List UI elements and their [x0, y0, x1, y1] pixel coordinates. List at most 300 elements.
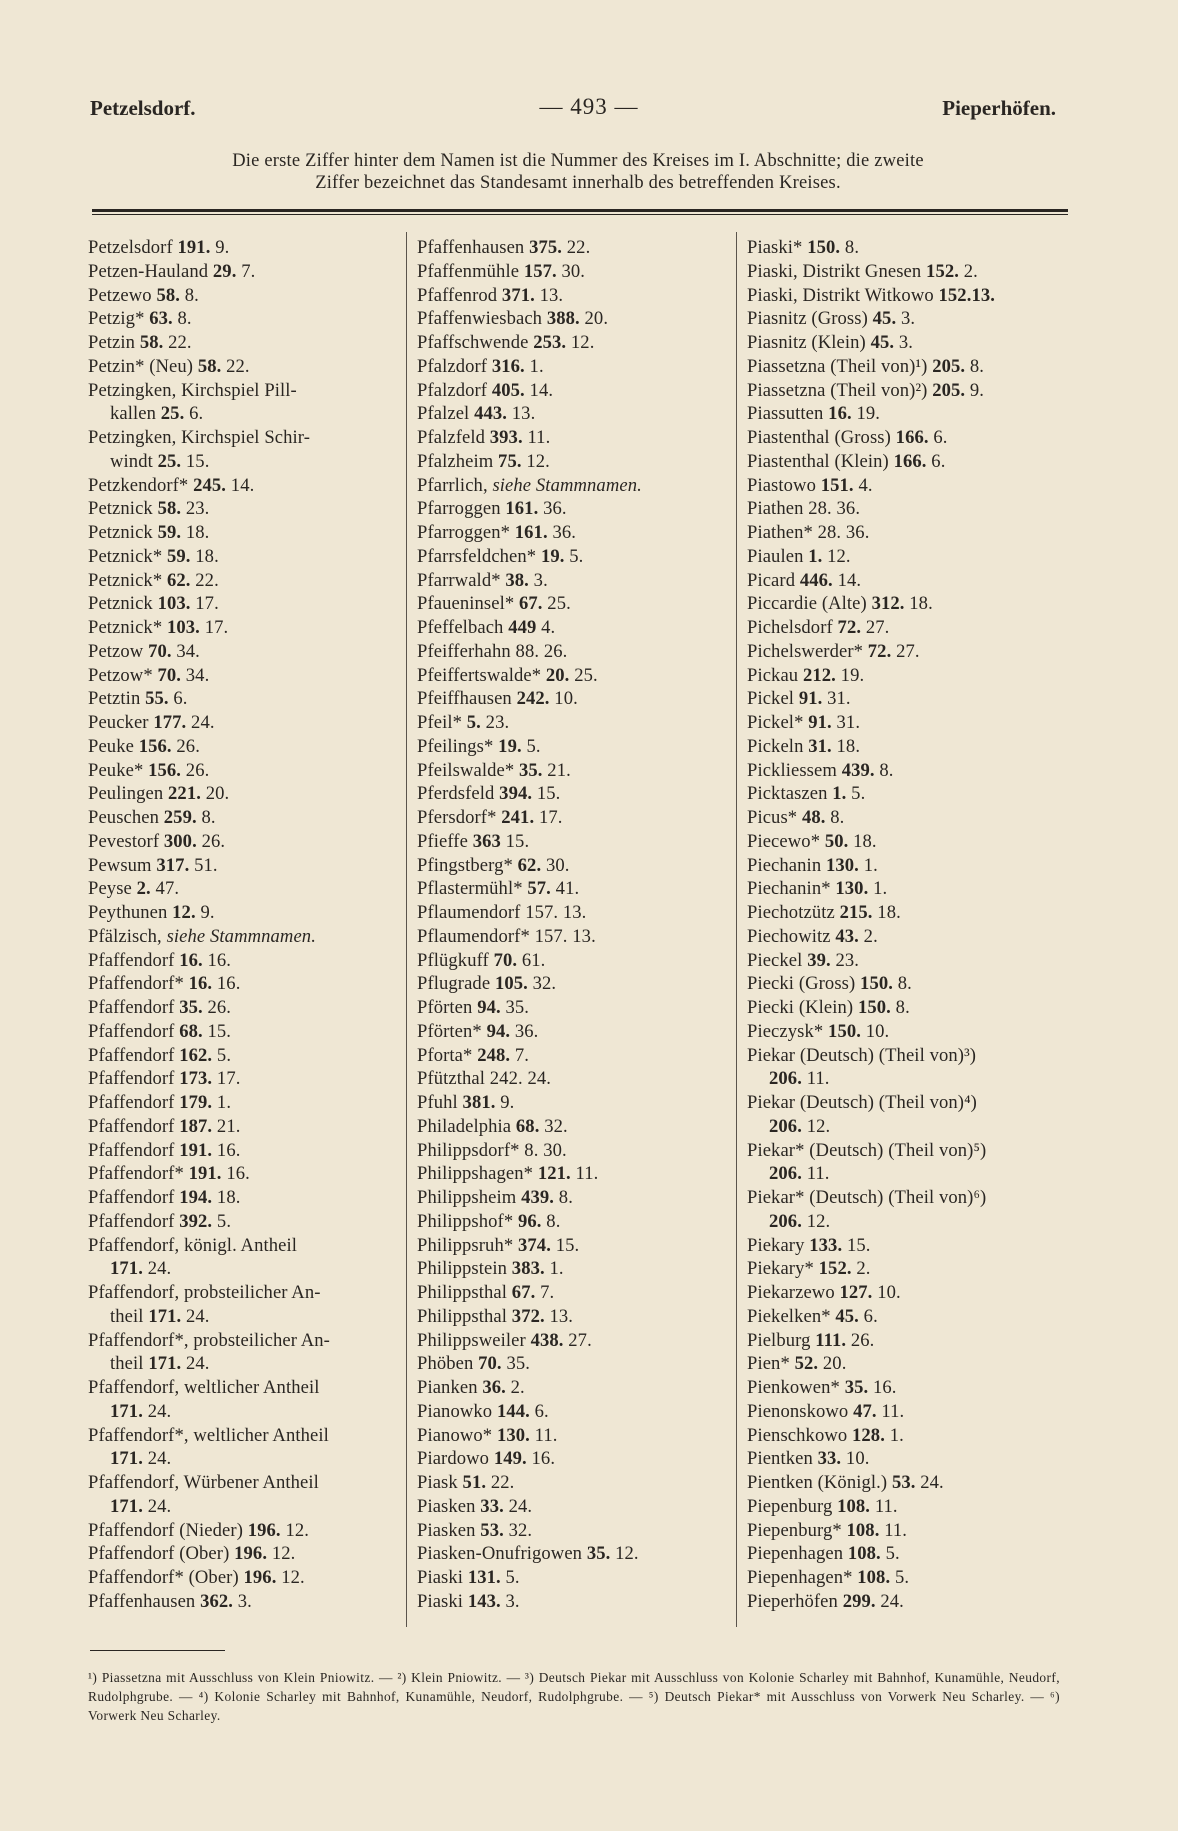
entry-name: Phöben	[417, 1353, 474, 1375]
header-rule-thin	[92, 214, 1068, 215]
entry-name: Piepenburg*	[747, 1519, 842, 1541]
registry-office-number: 28. 36.	[817, 522, 870, 543]
footnotes: ¹) Piassetzna mit Ausschluss von Klein Pniowitz. — ²) Klein Pniowitz. — ³) Deutsch Piekar mit Ausschluss von Kolonie Scharley mit Bahnhof, Kunamühle, Neudorf, Rudolphgrube. — ⁴) Kolonie Scharley mit Bahnhof, Kunamühle, Neudorf, Rudolphgrube. — ⁵) Deutsch Piekar* mit Ausschluss von Vorwerk Neu Scharley. — ⁶) Vorwerk Neu Scharley.	[88, 1670, 1060, 1723]
district-number: 20.	[545, 664, 570, 686]
index-entry	[747, 972, 1072, 996]
index-entry	[417, 1424, 727, 1448]
entry-name: Piassetzna (Theil von)²)	[747, 379, 928, 401]
entry-name: Pfaffendorf, weltlicher Antheil	[88, 1377, 320, 1398]
registry-office-number: 22.	[490, 1472, 515, 1493]
registry-office-number: 27.	[568, 1329, 592, 1351]
index-entry	[88, 1281, 396, 1329]
registry-office-number: 1.	[529, 355, 544, 377]
entry-name: Petzingken, Kirchspiel Schir-	[88, 427, 310, 448]
district-number: 45.	[872, 308, 897, 330]
district-number: 253.	[533, 332, 567, 353]
entry-name: Piccardie (Alte)	[747, 593, 867, 615]
district-number: 67.	[511, 1282, 536, 1303]
registry-office-number: 25.	[574, 664, 598, 686]
index-entry	[747, 735, 1072, 759]
district-number: 259.	[163, 807, 197, 828]
index-entry	[417, 1234, 727, 1258]
district-number: 150.	[857, 997, 891, 1018]
index-entry	[88, 307, 396, 331]
registry-office-number: 8.	[969, 355, 985, 377]
district-number: 171.	[110, 1400, 143, 1422]
registry-office-number: 12.	[526, 450, 550, 472]
entry-name: Petzig*	[88, 308, 145, 330]
index-entry	[417, 1305, 727, 1329]
index-entry	[747, 521, 1072, 545]
entry-name: Pfieffe	[417, 830, 468, 852]
district-number: 166.	[895, 427, 929, 448]
index-entry	[88, 782, 396, 806]
index-entry	[417, 854, 727, 878]
index-entry	[88, 331, 396, 355]
index-entry	[88, 521, 396, 545]
entry-name: Pflaumendorf	[417, 902, 521, 923]
registry-office-number: 1.	[549, 1258, 564, 1280]
district-number: 212.	[802, 664, 836, 686]
district-number: 62.	[166, 569, 191, 591]
district-number: 25.	[160, 403, 185, 425]
entry-name: Peuke	[88, 735, 134, 757]
district-number: 215.	[839, 902, 873, 923]
entry-see-reference: siehe Stammnamen.	[492, 474, 642, 496]
entry-name: Piaski, Distrikt Witkowo	[747, 284, 934, 306]
index-entry	[88, 474, 396, 498]
index-entry	[417, 450, 727, 474]
registry-office-number: 32.	[544, 1115, 568, 1137]
registry-office-number: 22.	[566, 237, 591, 258]
entry-name: Petznick	[88, 498, 153, 520]
index-entry	[417, 1352, 727, 1376]
district-number: 156.	[138, 735, 172, 757]
entry-name: Petznick*	[88, 617, 163, 638]
entry-name: Piecewo*	[747, 830, 821, 852]
entry-name: Piekary*	[747, 1258, 814, 1280]
district-number: 108.	[847, 1543, 881, 1565]
district-number: 58.	[156, 284, 180, 306]
index-entry	[88, 1542, 396, 1566]
district-number: 19.	[498, 735, 522, 757]
index-entry	[747, 616, 1072, 640]
index-entry	[747, 1519, 1072, 1543]
entry-name: Peuschen	[88, 807, 160, 828]
entry-see-reference: siehe Stammnamen.	[166, 925, 316, 947]
registry-office-number: 15.	[536, 783, 561, 805]
district-number: 245.	[193, 474, 227, 496]
entry-name: Pfeiffhausen	[417, 688, 512, 710]
entry-name: Petznick	[88, 522, 153, 543]
index-column-1	[88, 236, 396, 1614]
entry-name: Piekar (Deutsch) (Theil von)³)	[747, 1044, 977, 1066]
index-entry	[417, 640, 727, 664]
entry-name: Pfaffendorf	[88, 1020, 175, 1042]
entry-name: Piathen*	[747, 522, 813, 543]
district-number: 16.	[179, 949, 203, 971]
entry-name: Pfaffendorf	[88, 997, 175, 1018]
registry-office-number: 1.	[873, 878, 888, 900]
entry-name: Piask	[417, 1472, 458, 1493]
index-entry	[417, 735, 727, 759]
registry-office-number: 17.	[195, 593, 219, 615]
registry-office-number: 11.	[806, 1163, 830, 1185]
registry-office-number: 12.	[806, 1115, 831, 1137]
index-entry	[417, 1139, 727, 1163]
index-entry	[88, 497, 396, 521]
entry-name: Pfaffendorf (Nieder)	[88, 1519, 243, 1541]
district-number: 94.	[486, 1020, 511, 1042]
index-entry	[747, 1305, 1072, 1329]
entry-name: Picard	[747, 569, 796, 591]
index-entry	[747, 450, 1072, 474]
entry-name: Pfalzheim	[417, 450, 494, 472]
registry-office-number: 3.	[237, 1590, 252, 1612]
entry-name: Petznick*	[88, 569, 163, 591]
registry-office-number: 28. 36.	[808, 498, 861, 520]
district-number: 316.	[491, 355, 525, 377]
index-entry	[747, 1329, 1072, 1353]
district-number: 2.	[136, 878, 151, 900]
registry-office-number: 16.	[207, 949, 232, 971]
entry-name: Picus*	[747, 807, 798, 828]
registry-office-number: 157. 13.	[525, 902, 587, 923]
district-number: 19.	[540, 545, 565, 567]
registry-office-number: 8.	[177, 308, 192, 330]
entry-name: Piechotzütz	[747, 902, 835, 923]
entry-name: Pfeil*	[417, 712, 463, 733]
registry-office-number: 31.	[836, 712, 861, 733]
entry-name: Pieczysk*	[747, 1020, 824, 1042]
registry-office-number: 8.	[830, 807, 845, 828]
registry-office-number: 35.	[505, 997, 530, 1018]
registry-office-number: 15.	[185, 450, 210, 472]
index-entry	[417, 1495, 727, 1519]
district-number: 103.	[157, 593, 191, 615]
entry-name: Peyse	[88, 878, 132, 900]
registry-office-number: 10.	[865, 1020, 890, 1042]
district-number: 72.	[867, 640, 892, 662]
registry-office-number: 6.	[534, 1400, 549, 1422]
index-entry	[417, 1542, 727, 1566]
district-number: 57.	[527, 878, 551, 900]
entry-name-continued: theil	[110, 1353, 144, 1375]
registry-office-number: 5.	[894, 1567, 910, 1588]
index-entry	[747, 592, 1072, 616]
district-number: 51.	[462, 1472, 487, 1493]
district-number: 171.	[148, 1305, 182, 1327]
index-entry	[88, 1376, 396, 1424]
index-entry	[417, 830, 727, 854]
index-entry	[88, 1020, 396, 1044]
district-number: 152.13.	[938, 284, 995, 306]
entry-name: Pfaffendorf	[88, 1068, 175, 1090]
district-number: 53.	[480, 1519, 504, 1541]
registry-office-number: 8.	[895, 997, 910, 1018]
registry-office-number: 7.	[540, 1282, 555, 1303]
entry-name: Philippsthal	[417, 1282, 508, 1303]
index-entry	[88, 284, 396, 308]
district-number: 242.	[516, 688, 550, 710]
district-number: 371.	[501, 284, 535, 306]
district-number: 206.	[769, 1115, 802, 1137]
registry-office-number: 8.	[558, 1187, 573, 1208]
index-entry	[88, 379, 396, 427]
registry-office-number: 9.	[200, 902, 215, 923]
entry-name: Pförten*	[417, 1020, 482, 1042]
index-entry	[417, 545, 727, 569]
registry-office-number: 17.	[538, 807, 563, 828]
index-entry	[417, 616, 727, 640]
index-entry	[417, 379, 727, 403]
entry-name: Pflugrade	[417, 973, 491, 995]
registry-office-number: 11.	[534, 1424, 558, 1446]
entry-name: Pflügkuff	[417, 949, 489, 971]
registry-office-number: 16.	[531, 1448, 556, 1470]
index-entry	[747, 877, 1072, 901]
district-number: 171.	[110, 1495, 143, 1517]
entry-name: Piaski*	[747, 237, 803, 258]
entry-name: Pfersdorf*	[417, 807, 497, 828]
index-entry	[747, 806, 1072, 830]
index-entry	[747, 664, 1072, 688]
index-entry	[417, 877, 727, 901]
district-number: 449	[508, 617, 537, 638]
district-number: 152.	[818, 1258, 852, 1280]
intro-line-1: Die erste Ziffer hinter dem Namen ist die Nummer des Kreises im I. Abschnitte; die zweite	[232, 151, 924, 171]
entry-name: Pfeffelbach	[417, 617, 504, 638]
index-entry	[747, 260, 1072, 284]
entry-name: Pfaffendorf	[88, 1115, 175, 1137]
registry-office-number: 27.	[865, 617, 890, 638]
district-number: 171.	[110, 1448, 143, 1470]
district-number: 241.	[501, 807, 535, 828]
district-number: 196.	[247, 1519, 281, 1541]
registry-office-number: 32.	[508, 1519, 533, 1541]
index-entry	[747, 1257, 1072, 1281]
index-entry	[747, 307, 1072, 331]
index-entry	[88, 759, 396, 783]
entry-name: Pfaffendorf* (Ober)	[88, 1567, 239, 1588]
entry-name: Pfingstberg*	[417, 854, 513, 876]
registry-office-number: 8.	[546, 1210, 561, 1232]
district-number: 443.	[474, 403, 508, 425]
district-number: 374.	[518, 1234, 551, 1256]
index-entry	[747, 236, 1072, 260]
entry-name: Pfarrwald*	[417, 569, 501, 591]
district-number: 50.	[824, 830, 849, 852]
registry-office-number: 24.	[920, 1472, 944, 1493]
index-entry	[747, 1590, 1072, 1614]
entry-name: Piekar* (Deutsch) (Theil von)⁵)	[747, 1139, 987, 1161]
entry-name: Pfaffendorf, königl. Antheil	[88, 1234, 298, 1256]
registry-office-number: 11.	[575, 1163, 599, 1185]
index-entry	[88, 854, 396, 878]
entry-name: Pfaffenhausen	[88, 1590, 196, 1612]
registry-office-number: 6.	[863, 1305, 878, 1327]
registry-office-number: 11.	[806, 1068, 830, 1090]
index-entry	[88, 1210, 396, 1234]
district-number: 206.	[769, 1210, 802, 1232]
entry-name-continued: kallen	[110, 403, 157, 425]
index-entry	[747, 1566, 1072, 1590]
index-column-3	[747, 236, 1072, 1614]
registry-office-number: 22.	[195, 569, 219, 591]
entry-name: Piasken	[417, 1519, 476, 1541]
index-entry	[747, 1234, 1072, 1258]
district-number: 392.	[179, 1210, 213, 1232]
entry-name: Peucker	[88, 712, 149, 733]
district-number: 128.	[852, 1424, 885, 1446]
district-number: 108.	[837, 1495, 871, 1517]
district-number: 67.	[519, 593, 543, 615]
entry-name: Pfeiffertswalde*	[417, 664, 542, 686]
district-number: 91.	[808, 712, 832, 733]
registry-office-number: 9.	[969, 379, 985, 401]
registry-office-number: 5.	[526, 735, 541, 757]
index-entry	[88, 1234, 396, 1282]
entry-name: Pfaffendorf	[88, 1187, 175, 1208]
registry-office-number: 16.	[216, 973, 241, 995]
district-number: 196.	[234, 1543, 268, 1565]
registry-office-number: 9.	[500, 1092, 515, 1113]
index-entry	[417, 1376, 727, 1400]
registry-office-number: 24.	[147, 1448, 172, 1470]
index-entry	[88, 1590, 396, 1614]
entry-name: Philippshof*	[417, 1210, 514, 1232]
entry-name: Piepenhagen*	[747, 1567, 853, 1588]
registry-office-number: 30.	[545, 854, 570, 876]
entry-name: Piepenhagen	[747, 1543, 844, 1565]
district-number: 133.	[809, 1234, 843, 1256]
registry-office-number: 22.	[226, 355, 250, 377]
index-entry	[88, 1329, 396, 1377]
registry-office-number: 2.	[510, 1377, 525, 1398]
index-entry	[747, 355, 1072, 379]
district-number: 75.	[498, 450, 522, 472]
index-entry	[417, 592, 727, 616]
index-entry	[747, 1542, 1072, 1566]
registry-office-number: 24.	[191, 712, 215, 733]
registry-office-number: 24.	[147, 1495, 172, 1517]
entry-name: Philippshagen*	[417, 1163, 534, 1185]
registry-office-number: 13.	[511, 403, 536, 425]
index-entry	[417, 1162, 727, 1186]
registry-office-number: 8.	[201, 807, 216, 828]
index-entry	[88, 236, 396, 260]
entry-name: Pflastermühl*	[417, 878, 523, 900]
entry-name: Piaski, Distrikt Gnesen	[747, 260, 922, 282]
district-number: 194.	[179, 1187, 213, 1208]
entry-name: Pfalzfeld	[417, 427, 486, 448]
entry-name: Piecki (Klein)	[747, 997, 854, 1018]
district-number: 363	[472, 830, 501, 852]
entry-name: Pfaffendorf	[88, 1092, 175, 1113]
index-entry	[417, 474, 727, 498]
district-number: 105.	[494, 973, 528, 995]
index-entry	[417, 521, 727, 545]
index-entry	[747, 996, 1072, 1020]
district-number: 161.	[514, 522, 548, 543]
registry-office-number: 34.	[176, 640, 200, 662]
district-number: 103.	[166, 617, 200, 638]
entry-name: Pfaffendorf*	[88, 973, 184, 995]
registry-office-number: 61.	[521, 949, 546, 971]
registry-office-number: 19.	[840, 664, 865, 686]
registry-office-number: 23.	[835, 949, 860, 971]
district-number: 150.	[807, 237, 841, 258]
registry-office-number: 11.	[527, 427, 551, 448]
district-number: 161.	[505, 498, 539, 520]
registry-office-number: 18.	[877, 902, 901, 923]
entry-name: Pichelswerder*	[747, 640, 864, 662]
entry-name: Piassetzna (Theil von)¹)	[747, 355, 928, 377]
entry-name: Pforta*	[417, 1044, 473, 1066]
registry-office-number: 27.	[896, 640, 920, 662]
district-number: 38.	[505, 569, 529, 591]
entry-name: Piekar* (Deutsch) (Theil von)⁶)	[747, 1187, 987, 1208]
registry-office-number: 24.	[186, 1305, 210, 1327]
entry-name: Petznick*	[88, 545, 163, 567]
entry-name: Peythunen	[88, 902, 168, 923]
district-number: 446.	[799, 569, 833, 591]
district-number: 70.	[493, 949, 518, 971]
footnote-rule	[90, 1650, 225, 1651]
registry-office-number: 24.	[880, 1590, 904, 1612]
registry-office-number: 6.	[933, 427, 948, 448]
district-number: 39.	[807, 949, 831, 971]
district-number: 191.	[179, 1139, 213, 1161]
index-entry	[88, 616, 396, 640]
entry-name: Piaski	[417, 1567, 464, 1588]
entry-name: Piastenthal (Gross)	[747, 427, 891, 448]
district-number: 196.	[243, 1567, 277, 1588]
entry-name: Pfaffendorf, probsteilicher An-	[88, 1282, 321, 1303]
entry-name: Pfaffendorf*, probsteilicher An-	[88, 1329, 330, 1351]
entry-name: Piastenthal (Klein)	[747, 450, 889, 472]
registry-office-number: 16.	[872, 1377, 897, 1398]
index-entry	[747, 402, 1072, 426]
registry-office-number: 7.	[514, 1044, 530, 1066]
registry-office-number: 157. 13.	[534, 925, 596, 947]
district-number: 12.	[172, 902, 196, 923]
registry-office-number: 10.	[554, 688, 578, 710]
index-entry	[88, 972, 396, 996]
entry-name: Pfalzdorf	[417, 355, 488, 377]
index-entry	[417, 569, 727, 593]
registry-office-number: 12.	[271, 1543, 296, 1565]
entry-name: Piasken-Onufrigowen	[417, 1543, 583, 1565]
entry-name: Philadelphia	[417, 1115, 512, 1137]
entry-name: Pielburg	[747, 1329, 811, 1351]
index-entry	[417, 355, 727, 379]
index-entry	[417, 782, 727, 806]
entry-name: Petzelsdorf	[88, 237, 173, 258]
index-entry	[747, 545, 1072, 569]
registry-office-number: 20.	[584, 308, 609, 330]
index-entry	[417, 1044, 727, 1068]
entry-name: Petzewo	[88, 284, 152, 306]
entry-name: Piecki (Gross)	[747, 973, 856, 995]
entry-name: Piathen	[747, 498, 804, 520]
district-number: 248.	[477, 1044, 511, 1066]
entry-name: Pfaffenmühle	[417, 260, 520, 282]
registry-office-number: 12.	[615, 1543, 639, 1565]
entry-name: Pien*	[747, 1353, 790, 1375]
entry-name: Pfarrsfeldchen*	[417, 545, 537, 567]
entry-name: Pianken	[417, 1377, 478, 1398]
